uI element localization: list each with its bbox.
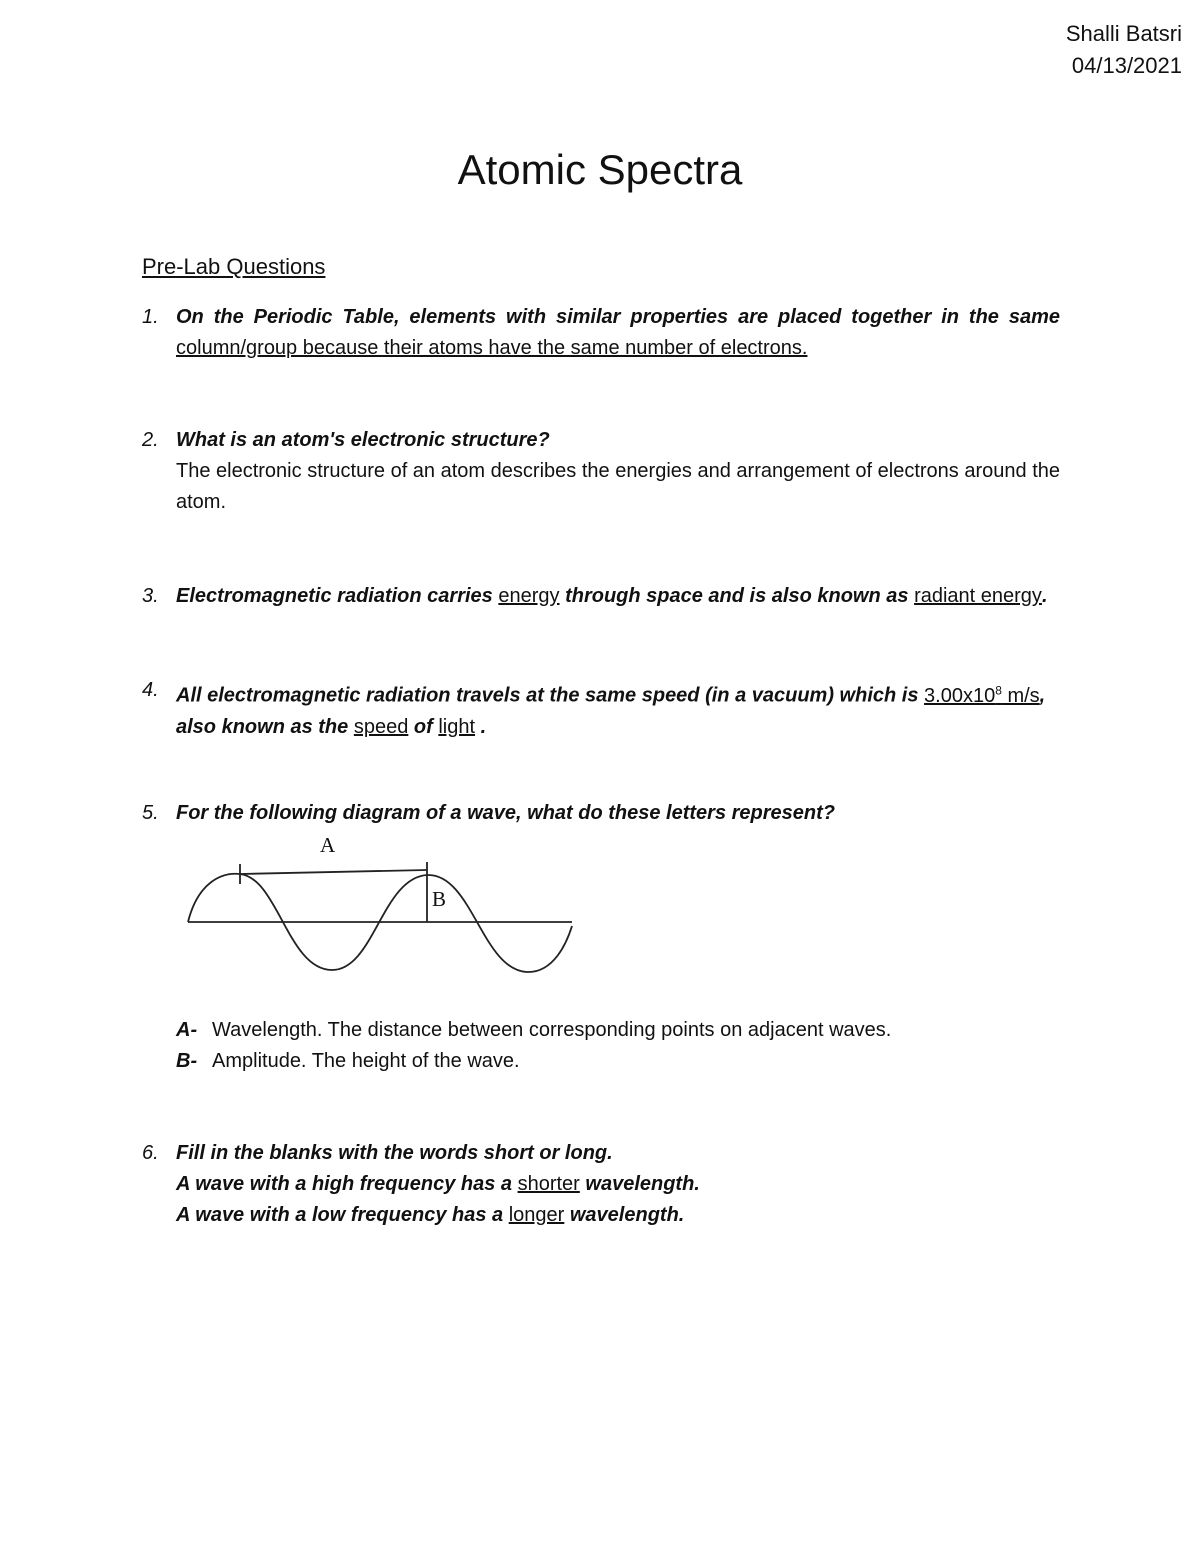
speed-exponent: 8 [995,683,1002,697]
question-text: also known as the [176,715,349,738]
question-text: through space and is also known as [565,585,909,607]
header [1066,18,1182,82]
page-title: Atomic Spectra [457,146,743,193]
answer-key: B- [176,1050,198,1072]
answer-blank: radiant energy [914,585,1042,607]
question-text: , [1039,684,1046,707]
answer-text: Amplitude. The height of the wave. [212,1050,520,1072]
question-5 [142,798,1060,829]
question-number: 2. [142,429,159,451]
answer-b [176,1046,520,1077]
answer-key: A- [176,1019,198,1041]
question-text: Electromagnetic radiation carries [176,585,493,607]
answer-blank: longer [508,1204,565,1226]
question-text: For the following diagram of a wave, what do these letters represent? [176,802,836,824]
question-number: 6. [142,1142,159,1164]
question-text: On the Periodic Table, elements with similar properties are placed together in the same [176,306,1060,328]
question-number: 3. [142,585,159,607]
question-2 [142,425,1060,518]
question-4 [142,675,1060,743]
question-6 [142,1138,1060,1231]
question-text: . [480,715,487,738]
question-text: A wave with a low frequency has a [176,1204,504,1226]
question-text: . [1041,585,1048,607]
section-heading: Pre-Lab Questions [142,254,326,279]
question-text: Fill in the blanks with the words short or long. [176,1142,613,1164]
question-number: 5. [142,802,159,824]
wavelength-line [240,870,427,874]
label-a: A [320,833,336,857]
answer-blank: energy [498,585,560,607]
answer-blank [924,685,1040,707]
answer-text: The electronic structure of an atom describes the energies and arrangement of electrons around the atom. [176,460,1060,513]
question-1 [142,302,1060,364]
label-b: B [432,887,447,911]
answer-blank: speed [353,715,409,738]
speed-unit: m/s [1001,684,1040,707]
question-number: 4. [142,679,159,701]
question-number: 1. [142,306,159,328]
question-text: A wave with a high frequency has a [176,1173,513,1195]
question-text: wavelength. [569,1204,685,1226]
question-3 [142,581,1060,612]
question-text: What is an atom's electronic structure? [176,429,550,451]
answer-a [176,1015,891,1046]
wave-diagram [182,832,582,982]
question-text: wavelength. [585,1173,700,1195]
answer-blank: light [438,715,476,738]
answer-text: Wavelength. The distance between corresponding points on adjacent waves. [212,1019,892,1041]
answer-text: column/group because their atoms have the same number of electrons. [176,337,808,359]
question-text: of [413,715,433,738]
student-name: Shalli Batsri [1065,21,1182,46]
answer-blank: shorter [517,1173,580,1195]
question-text: All electromagnetic radiation travels at the same speed (in a vacuum) which is [176,684,919,707]
date: 04/13/2021 [1071,53,1182,78]
speed-value: 3.00x10 [924,684,996,707]
